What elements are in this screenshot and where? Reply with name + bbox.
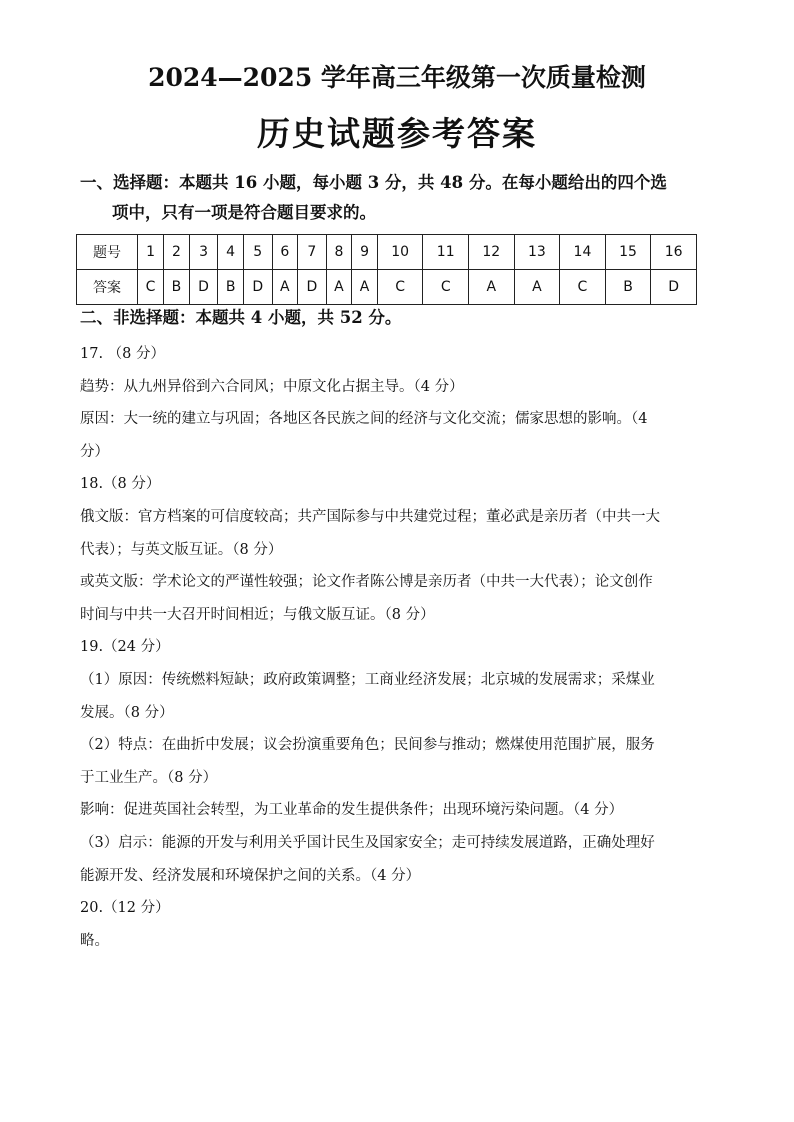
answer-cell: D	[298, 270, 327, 305]
answer-line: 时间与中共一大召开时间相近；与俄文版互证。（8 分）	[80, 606, 435, 623]
answer-cell: C	[560, 270, 606, 305]
section1-line1: 一、选择题：本题共 16 小题，每小题 3 分，共 48 分。在每小题给出的四个选	[80, 173, 667, 192]
answer-line: 或英文版：学术论文的严谨性较强；论文作者陈公博是亲历者（中共一大代表）；论文创作	[80, 574, 653, 591]
question-number: 16	[651, 235, 697, 270]
answer-cell: A	[514, 270, 560, 305]
q20-heading: 20.（12 分）	[80, 900, 170, 917]
q18-heading: 18.（8 分）	[80, 476, 161, 493]
answer-line: （1）原因：传统燃料短缺；政府政策调整；工商业经济发展；北京城的发展需求；采煤业	[80, 671, 655, 688]
question-number: 8	[326, 235, 352, 270]
question-number: 14	[560, 235, 606, 270]
question-number: 6	[272, 235, 298, 270]
answer-cell: C	[377, 270, 423, 305]
answer-line: 发展。（8 分）	[80, 704, 174, 721]
answer-line: 趋势：从九州异俗到六合同风；中原文化占据主导。（4 分）	[80, 378, 464, 395]
answer-body	[80, 338, 716, 957]
answer-cell: A	[352, 270, 378, 305]
question-number: 13	[514, 235, 560, 270]
answer-line: （3）启示：能源的开发与利用关乎国计民生及国家安全；走可持续发展道路，正确处理好	[80, 834, 655, 851]
question-number: 5	[243, 235, 272, 270]
question-number: 11	[423, 235, 469, 270]
answer-cell: C	[423, 270, 469, 305]
question-number: 15	[605, 235, 651, 270]
q19-heading: 19.（24 分）	[80, 639, 170, 656]
answer-line: 于工业生产。（8 分）	[80, 769, 218, 786]
answer-table	[76, 234, 697, 305]
answer-line: 分）	[80, 443, 109, 460]
answer-cell: B	[164, 270, 190, 305]
question-number: 2	[164, 235, 190, 270]
question-number: 3	[189, 235, 218, 270]
answer-line: 俄文版：官方档案的可信度较高；共产国际参与中共建党过程；董必武是亲历者（中共一大	[80, 508, 660, 525]
section2-heading: 二、非选择题：本题共 4 小题，共 52 分。	[80, 308, 402, 327]
question-number: 9	[352, 235, 378, 270]
answer-key-title: 历史试题参考答案	[257, 114, 537, 153]
q17-heading: 17. （8 分）	[80, 346, 166, 362]
question-number: 10	[377, 235, 423, 270]
answer-line: 影响：促进英国社会转型，为工业革命的发生提供条件；出现环境污染问题。（4 分）	[80, 802, 624, 819]
answer-line: 能源开发、经济发展和环境保护之间的关系。（4 分）	[80, 867, 421, 884]
question-number-row	[77, 235, 697, 270]
question-number: 7	[298, 235, 327, 270]
answer-cell: D	[651, 270, 697, 305]
question-number: 4	[218, 235, 244, 270]
question-number: 1	[138, 235, 164, 270]
question-number: 12	[469, 235, 515, 270]
answer-cell: D	[243, 270, 272, 305]
answer-cell: A	[469, 270, 515, 305]
answer-cell: A	[272, 270, 298, 305]
answer-cell: A	[326, 270, 352, 305]
answer-label: 答案	[77, 270, 138, 305]
section1-line2: 项中，只有一项是符合题目要求的。	[112, 203, 376, 222]
answer-cell: D	[189, 270, 218, 305]
answer-line: （2）特点：在曲折中发展；议会扮演重要角色；民间参与推动；燃煤使用范围扩展，服务	[80, 737, 655, 754]
question-number-label: 题号	[77, 235, 138, 270]
exam-title: 2024—2025 学年高三年级第一次质量检测	[148, 63, 646, 92]
section1-heading	[80, 168, 720, 228]
answer-row	[77, 270, 697, 305]
answer-cell: B	[218, 270, 244, 305]
answer-cell: B	[605, 270, 651, 305]
answer-line: 原因：大一统的建立与巩固；各地区各民族之间的经济与文化交流；儒家思想的影响。（4	[80, 411, 648, 428]
answer-line: 代表）；与英文版互证。（8 分）	[80, 541, 283, 558]
answer-line: 略。	[80, 932, 109, 949]
answer-cell: C	[138, 270, 164, 305]
